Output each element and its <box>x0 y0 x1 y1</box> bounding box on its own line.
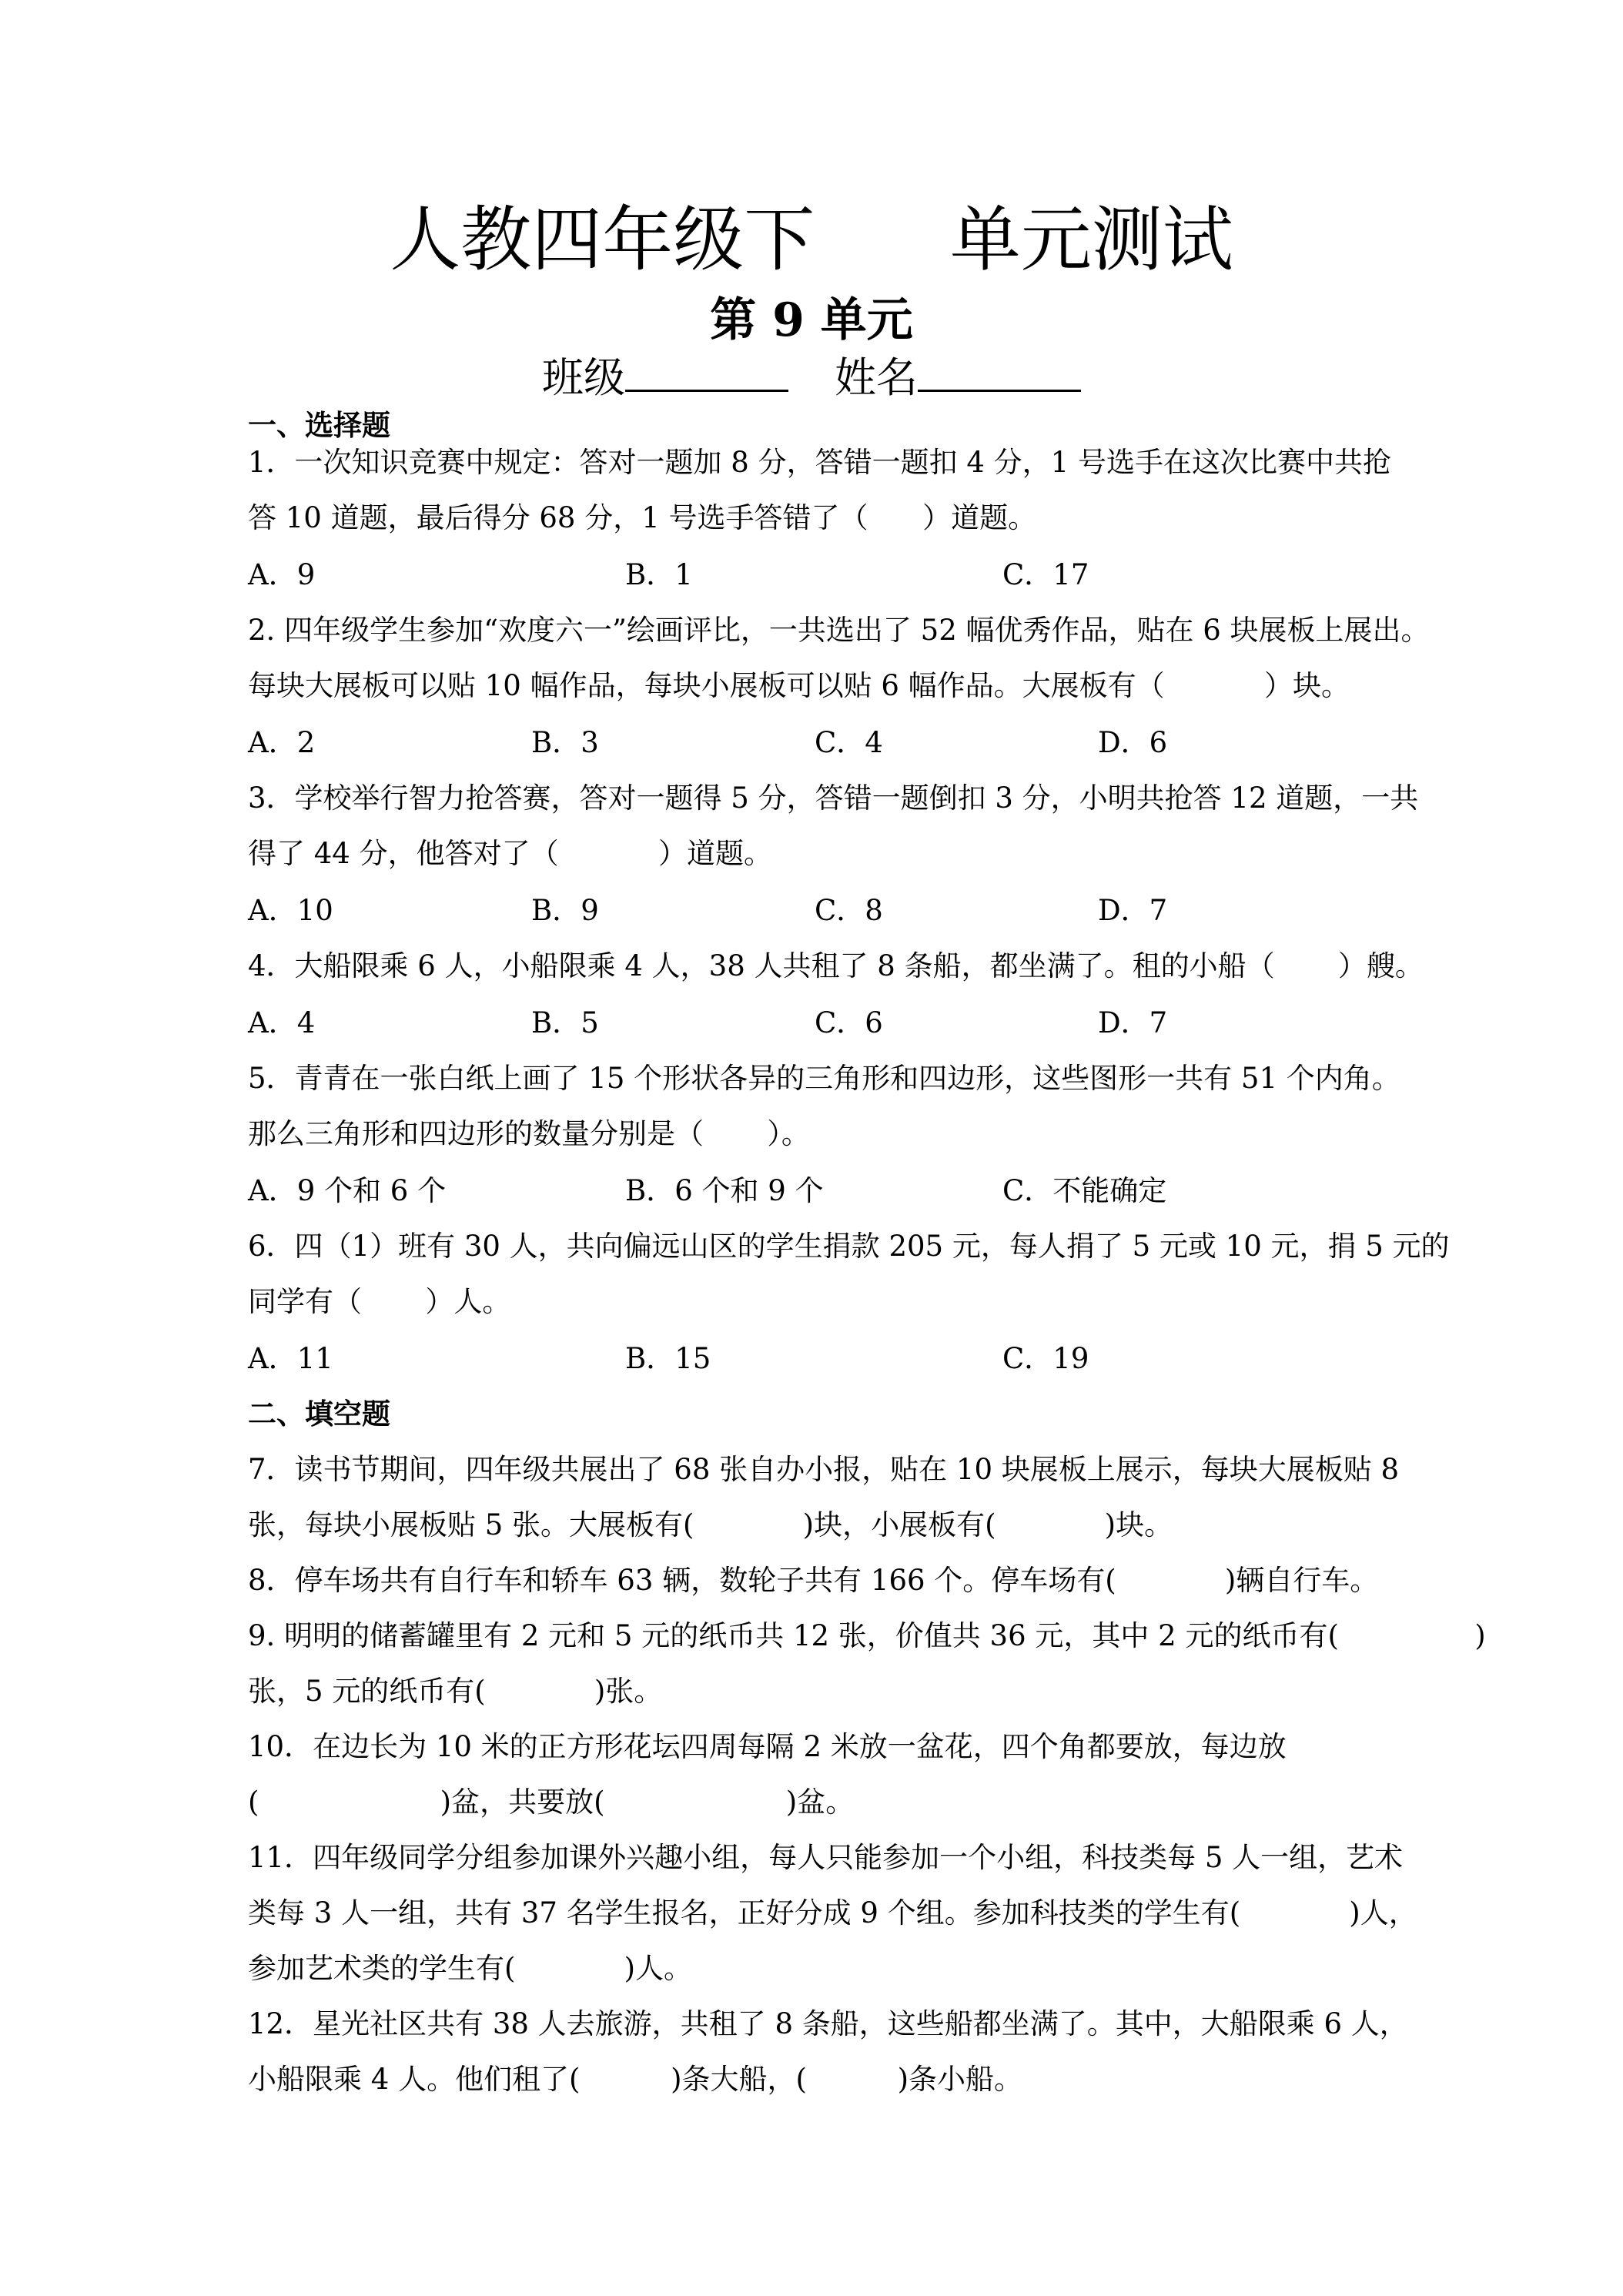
section-fill-heading: 二、填空题 <box>248 1397 390 1431</box>
question-6-option-a[interactable]: A．11 <box>248 1342 333 1375</box>
question-1-option-c[interactable]: C．17 <box>1002 558 1089 591</box>
question-6-line-2: 同学有（ ）人。 <box>248 1285 511 1318</box>
question-12-line-2: 小船限乘 4 人。他们租了( )条大船，( )条小船。 <box>248 2063 1023 2096</box>
question-4-option-b[interactable]: B．5 <box>531 1006 599 1039</box>
question-1-option-a[interactable]: A．9 <box>248 558 316 591</box>
question-7-line-2: 张，每块小展板贴 5 张。大展板有( )块，小展板有( )块。 <box>248 1508 1173 1541</box>
question-7-line-1: 7．读书节期间，四年级共展出了 68 张自办小报，贴在 10 块展板上展示，每块大展板贴 8 <box>248 1453 1400 1486</box>
name-label: 姓名 <box>835 353 918 402</box>
question-9-line-2: 张，5 元的纸币有( )张。 <box>248 1675 663 1708</box>
question-3-option-c[interactable]: C．8 <box>815 894 883 927</box>
question-4-option-d[interactable]: D．7 <box>1098 1006 1168 1039</box>
question-1-line-2: 答 10 道题，最后得分 68 分，1 号选手答错了（ ）道题。 <box>248 501 1037 534</box>
question-10-line-2: ( )盆，共要放( )盆。 <box>248 1786 855 1819</box>
question-3-line-2: 得了 44 分，他答对了（ ）道题。 <box>248 837 772 870</box>
question-5-option-b[interactable]: B．6 个和 9 个 <box>625 1174 824 1207</box>
question-5-line-2: 那么三角形和四边形的数量分别是（ ）。 <box>248 1117 810 1150</box>
question-4-option-c[interactable]: C．6 <box>815 1006 883 1039</box>
question-6-option-b[interactable]: B．15 <box>625 1342 711 1375</box>
question-2-line-1: 2. 四年级学生参加“欢度六一”绘画评比，一共选出了 52 幅优秀作品，贴在 6 块展板上展出。 <box>248 614 1430 647</box>
question-8-line-1: 8．停车场共有自行车和轿车 63 辆，数轮子共有 166 个。停车场有( )辆自行车。 <box>248 1564 1379 1597</box>
name-blank[interactable] <box>918 353 1081 392</box>
class-label: 班级 <box>542 353 625 402</box>
question-2-option-a[interactable]: A．2 <box>248 726 316 759</box>
question-5-line-1: 5．青青在一张白纸上画了 15 个形状各异的三角形和四边形，这些图形一共有 51 个内角。 <box>248 1062 1400 1095</box>
question-2-line-2: 每块大展板可以贴 10 幅作品，每块小展板可以贴 6 幅作品。大展板有（ ）块。 <box>248 669 1350 702</box>
question-3-option-b[interactable]: B．9 <box>531 894 599 927</box>
question-2-option-b[interactable]: B．3 <box>531 726 599 759</box>
question-5-option-c[interactable]: C．不能确定 <box>1002 1174 1167 1207</box>
section-choice-heading: 一、选择题 <box>248 409 390 442</box>
class-blank[interactable] <box>625 353 788 392</box>
question-11-line-1: 11．四年级同学分组参加课外兴趣小组，每人只能参加一个小组，科技类每 5 人一组，艺术 <box>248 1841 1404 1874</box>
question-1-option-b[interactable]: B．1 <box>625 558 693 591</box>
question-6-line-1: 6．四（1）班有 30 人，共向偏远山区的学生捐款 205 元，每人捐了 5 元或 10 元，捐 5 元的 <box>248 1230 1450 1263</box>
question-10-line-1: 10．在边长为 10 米的正方形花坛四周每隔 2 米放一盆花，四个角都要放，每边放 <box>248 1730 1287 1763</box>
question-2-option-c[interactable]: C．4 <box>815 726 883 759</box>
question-4-option-a[interactable]: A．4 <box>248 1006 316 1039</box>
question-6-option-c[interactable]: C．19 <box>1002 1342 1089 1375</box>
question-2-option-d[interactable]: D．6 <box>1098 726 1168 759</box>
page-title: 人教四年级下 单元测试 <box>390 199 1233 281</box>
student-info-line <box>0 351 1623 405</box>
question-11-line-3: 参加艺术类的学生有( )人。 <box>248 1952 693 1985</box>
question-3-line-1: 3．学校举行智力抢答赛，答对一题得 5 分，答错一题倒扣 3 分，小明共抢答 12 道题，一共 <box>248 782 1419 815</box>
unit-subtitle: 第 9 单元 <box>710 293 913 347</box>
question-11-line-2: 类每 3 人一组，共有 37 名学生报名，正好分成 9 个组。参加科技类的学生有( )人， <box>248 1896 1417 1930</box>
question-1-line-1: 1．一次知识竞赛中规定：答对一题加 8 分，答错一题扣 4 分，1 号选手在这次比赛中共抢 <box>248 446 1391 479</box>
question-12-line-1: 12．星光社区共有 38 人去旅游，共租了 8 条船，这些船都坐满了。其中，大船限乘 6 人， <box>248 2007 1408 2040</box>
question-5-option-a[interactable]: A．9 个和 6 个 <box>248 1174 447 1207</box>
question-9-line-1: 9. 明明的储蓄罐里有 2 元和 5 元的纸币共 12 张，价值共 36 元，其中 2 元的纸币有( ) <box>248 1619 1486 1652</box>
question-3-option-d[interactable]: D．7 <box>1098 894 1168 927</box>
question-3-option-a[interactable]: A．10 <box>248 894 333 927</box>
question-4-line-1: 4．大船限乘 6 人，小船限乘 4 人，38 人共租了 8 条船，都坐满了。租的小船（ ）艘。 <box>248 949 1424 982</box>
